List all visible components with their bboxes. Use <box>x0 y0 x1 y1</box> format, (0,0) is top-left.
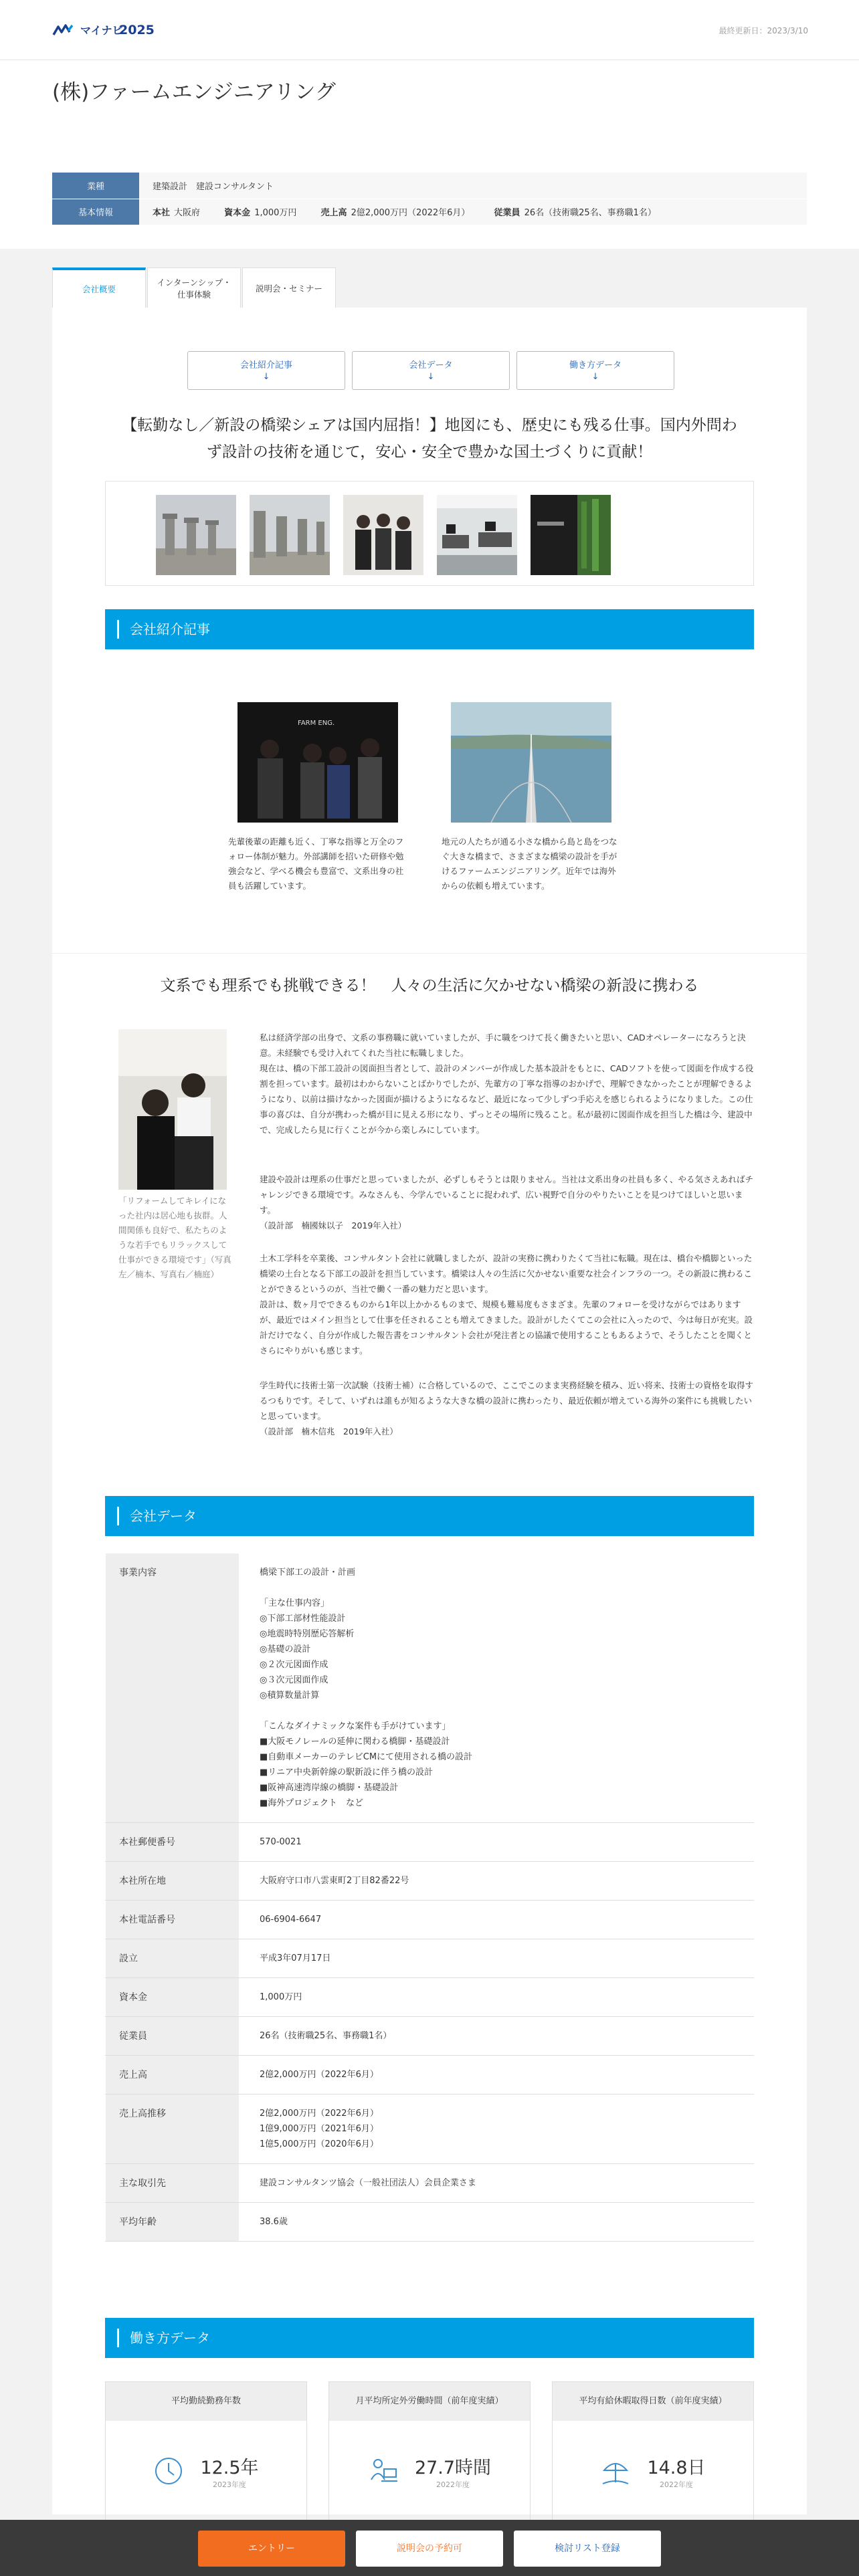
sales-key: 売上高 <box>320 208 347 218</box>
jump-work-label: 働き方データ <box>569 360 622 370</box>
work-card-year: 2022年度 <box>660 2480 693 2489</box>
gallery-photo-piers-2[interactable] <box>250 495 330 575</box>
company-data-value: 1,000万円 <box>240 1977 755 2016</box>
hq-key: 本社 <box>153 208 171 218</box>
company-data-key: 資本金 <box>106 1977 240 2016</box>
story-paragraph-1: 私は経済学部の出身で、文系の事務職に就いていましたが、手に職をつけて長く働きたいと思い、CADオペレーターになろうと決意。未経験でも受け入れてくれた当社に転職しました。 現在は、橋の下部工設計の図面担当者として、設計のメンバーが作成した基本設計をもとに、CADソフトを使って図面を作成する役割を担っています。最初はわからないことばかりでしたが、先輩方の丁寧な指導のおかげで、理解できなかったことが理解できるようになり、以前は描けなかった図面が描けるようになるなど、最近になって少しずつ手応えを感じられるようになりました。この仕事の喜びは、自分が携わった橋が目に見える形になり、ずっとその場所に残ること。私が最初に図面作成を担当した橋は今、建設中で、完成したら見に行くことが今から楽しみにしています。 <box>260 1033 754 1135</box>
work-card-holiday <box>552 2381 754 2522</box>
capital-key: 資本金 <box>224 208 251 218</box>
logo-year: 2025 <box>119 23 155 37</box>
tab-internship[interactable]: インターンシップ・ 仕事体験 <box>147 267 241 309</box>
company-data-row <box>106 1939 755 1977</box>
arrow-down-icon: ↓ <box>427 372 435 382</box>
company-data-key: 平均年齢 <box>106 2202 240 2241</box>
industry-value: 建築設計 建設コンサルタント <box>139 173 807 199</box>
work-card-label: 月平均所定外労働時間（前年度実績） <box>329 2382 530 2421</box>
work-card-overtime <box>328 2381 531 2522</box>
work-card-label: 平均勤続勤務年数 <box>106 2382 306 2421</box>
story-paragraph-4: 学生時代に技術士第一次試験（技術士補）に合格しているので、ここでこのまま実務経験を積み、近い将来、技術士の資格を取得するつもりです。そして、いずれは誰もが知るような大きな橋の設計に携わったり、最近依頼が増えている海外の案件にも挑戦したいと思っています。 （設計部 楠木信兆 2019年入社） <box>260 1380 754 1436</box>
company-header <box>0 60 859 249</box>
jump-article-label: 会社紹介記事 <box>240 360 292 370</box>
gallery-photo-staff-3[interactable] <box>343 495 423 575</box>
story-paragraph-2: 建設や設計は理系の仕事だと思っていましたが、必ずしもそうとは限りません。当社は文系出身の社員も多く、やる気さえあればチャレンジできる環境です。みなさんも、今学んでいることに捉われず、広い視野で自分のやりたいことを見つけてほしいと思います。 （設計部 楠國妹以子 2019年入社） <box>260 1174 754 1230</box>
company-data-row <box>106 2202 755 2241</box>
section-heading-data: 会社データ <box>105 1496 754 1536</box>
company-name: (株)ファームエンジニアリング <box>52 80 336 104</box>
company-data-row <box>106 2094 755 2163</box>
company-data-value: 大阪府守口市八雲東町2丁目82番22号 <box>240 1861 755 1900</box>
article-card-1 <box>228 702 407 893</box>
work-data-cards <box>105 2381 754 2522</box>
gallery-photo-office[interactable] <box>437 495 517 575</box>
employees-value: 26名（技術職25名、事務職1名） <box>524 208 656 218</box>
basic-info-value <box>139 199 807 225</box>
company-data-value: 建設コンサルタンツ協会（一般社団法人）会員企業さま <box>240 2163 755 2202</box>
two-staff-image <box>118 1029 227 1190</box>
staff-photo-image <box>237 702 398 823</box>
jump-article-button[interactable] <box>187 351 345 390</box>
top-bar <box>0 0 859 60</box>
company-data-value: 2億2,000万円（2022年6月） 1億9,000万円（2021年6月） 1億5,000万円（2020年6月） <box>240 2094 755 2163</box>
story-paragraph-3: 土木工学科を卒業後、コンサルタント会社に就職しましたが、設計の実務に携わりたくて当社に転職。現在は、橋台や橋脚といった橋梁の土台となる下部工の設計を担当しています。橋梁は人々の生活に欠かせない重要な社会インフラの一つ。その新設に携わることができるというのが、当社で働く一番の魅力だと思います。 設計は、数ヶ月でできるものから1年以上かかるものまで、規模も難易度もさまざま。先輩のフォローを受けながらではありますが、最近ではメイン担当として仕事を任されることも増えてきました。設計がしたくてこの会社に入ったので、今は毎日が充実。設計だけでなく、自分が作成した報告書をコンサルタント会社が発注者との協議で使用することもあるようで、そうしたことを聞くとさらにやりがいも感じます。 <box>260 1253 753 1356</box>
company-data-key: 売上高 <box>106 2055 240 2094</box>
photo-sign-text: FARM ENG. <box>298 720 335 727</box>
company-data-value: 橋梁下部工の設計・計画 「主な仕事内容」 ◎下部工部材性能設計 ◎地震時特別歴応答解析 ◎基礎の設計 ◎２次元図面作成 ◎３次元図面作成 ◎積算数量計算 「こんなダイナミックな案件も手がけています」 ■大阪モノレールの延伸に関わる橋脚・基礎設計 ■自動車メーカーのテレビCMにて使用される橋の設計 ■リニア中央新幹線の駅新設に伴う橋の設計 ■阪神高速湾岸線の橋脚・基礎設計 ■海外プロジェクト など <box>240 1553 755 1823</box>
entrance-image <box>531 495 611 575</box>
mynavi-mark-icon <box>52 24 75 36</box>
sales-value: 2億2,000万円（2022年6月） <box>351 208 470 218</box>
company-data-value: 570-0021 <box>240 1822 755 1861</box>
company-data-row <box>106 1822 755 1861</box>
work-card-label: 平均有給休暇取得日数（前年度実績） <box>553 2382 753 2421</box>
story-title: 文系でも理系でも挑戦できる！ 人々の生活に欠かせない橋梁の新設に携わる <box>160 977 699 994</box>
company-data-key: 本社電話番号 <box>106 1900 240 1939</box>
work-card-value: 27.7時間 <box>414 2457 492 2478</box>
last-updated: 最終更新日：2023/3/10 <box>719 26 808 35</box>
tab-overview[interactable]: 会社概要 <box>52 267 146 309</box>
overview-panel <box>52 308 807 2514</box>
gallery-photo-entrance[interactable] <box>531 495 611 575</box>
svg-text:マイナビ: マイナビ <box>80 24 123 37</box>
add-to-list-button[interactable]: 検討リスト登録 <box>514 2531 661 2567</box>
industry-label: 業種 <box>52 173 139 199</box>
page-tabs <box>52 267 336 309</box>
jump-data-label: 会社データ <box>409 360 453 370</box>
basic-info-label: 基本情報 <box>52 199 139 225</box>
company-data-row <box>106 1861 755 1900</box>
company-data-table <box>105 1553 754 2242</box>
article-photo-staff <box>237 702 398 823</box>
company-data-key: 売上高推移 <box>106 2094 240 2163</box>
company-data-value: 06-6904-6647 <box>240 1900 755 1939</box>
company-data-key: 主な取引先 <box>106 2163 240 2202</box>
company-data-row <box>106 1900 755 1939</box>
jump-links <box>187 351 674 390</box>
office-image <box>437 495 517 575</box>
work-card-value: 14.8日 <box>647 2457 706 2478</box>
company-data-key: 設立 <box>106 1939 240 1977</box>
company-data-row <box>106 1977 755 2016</box>
article-card-2 <box>442 702 621 893</box>
company-data-row <box>106 2016 755 2055</box>
section-divider <box>52 953 807 954</box>
catch-copy: 【転勤なし／新設の橋梁シェアは国内屈指！】地図にも、歴史にも残る仕事。国内外問わず設計の技術を通じて，安心・安全で豊かな国土づくりに貢献！ <box>122 417 737 461</box>
company-data-key: 事業内容 <box>106 1553 240 1823</box>
article-text-1: 先輩後輩の距離も近く、丁寧な指導と万全のフォロー体制が魅力。外部講師を招いた研修や勉強会など、学べる機会も豊富で、文系出身の社員も活躍しています。 <box>228 837 404 891</box>
work-card-year: 2022年度 <box>436 2480 470 2489</box>
article-text-2: 地元の人たちが通る小さな橋から島と島をつなぐ大きな橋まで、さまざまな橋梁の設計を手がけるファームエンジニアリング。近年では海外からの依頼も増えています。 <box>442 837 617 891</box>
arrow-down-icon: ↓ <box>591 372 599 382</box>
jump-data-button[interactable] <box>352 351 510 390</box>
gallery-photo-piers-1[interactable] <box>156 495 236 575</box>
company-data-value: 26名（技術職25名、事務職1名） <box>240 2016 755 2055</box>
company-data-value: 2億2,000万円（2022年6月） <box>240 2055 755 2094</box>
suspension-bridge-image <box>451 702 611 823</box>
company-data-row <box>106 2055 755 2094</box>
photo-gallery <box>105 481 754 586</box>
hq-value: 大阪府 <box>174 208 201 218</box>
bridge-piers-image <box>156 495 236 575</box>
bottom-action-bar <box>0 2520 859 2576</box>
story-photo-caption: 「リフォームしてキレイになった社内は居心地も抜群。人間関係も良好で、私たちのような若手でもリラックスして仕事ができる環境です」（写真左／楠本、写真右／楠庭） <box>118 1196 231 1279</box>
staff-group-image <box>343 495 423 575</box>
work-card-tenure <box>105 2381 307 2522</box>
company-summary-table <box>52 173 807 225</box>
capital-value: 1,000万円 <box>254 208 297 218</box>
story-photo <box>118 1029 227 1190</box>
company-data-row <box>106 2163 755 2202</box>
mynavi-logo[interactable] <box>52 23 155 37</box>
company-data-key: 従業員 <box>106 2016 240 2055</box>
section-heading-article: 会社紹介記事 <box>105 609 754 649</box>
clock-icon <box>153 2456 184 2486</box>
entry-button[interactable]: エントリー <box>198 2531 345 2567</box>
worker-icon <box>368 2456 399 2486</box>
tab-seminar[interactable]: 説明会・セミナー <box>242 267 336 309</box>
work-card-value: 12.5年 <box>200 2457 259 2478</box>
seminar-reserve-button[interactable]: 説明会の予約可 <box>356 2531 503 2567</box>
company-data-value: 平成3年07月17日 <box>240 1939 755 1977</box>
article-photo-bridge <box>451 702 611 823</box>
beach-icon <box>600 2456 631 2486</box>
work-card-year: 2023年度 <box>213 2480 246 2489</box>
jump-work-button[interactable] <box>516 351 674 390</box>
arrow-down-icon: ↓ <box>262 372 270 382</box>
company-data-row <box>106 1553 755 1823</box>
company-data-key: 本社郵便番号 <box>106 1822 240 1861</box>
section-heading-work: 働き方データ <box>105 2318 754 2358</box>
employees-key: 従業員 <box>494 208 520 218</box>
mynavi-wordmark <box>80 24 123 37</box>
company-data-key: 本社所在地 <box>106 1861 240 1900</box>
company-data-value: 38.6歳 <box>240 2202 755 2241</box>
bridge-piers-image <box>250 495 330 575</box>
